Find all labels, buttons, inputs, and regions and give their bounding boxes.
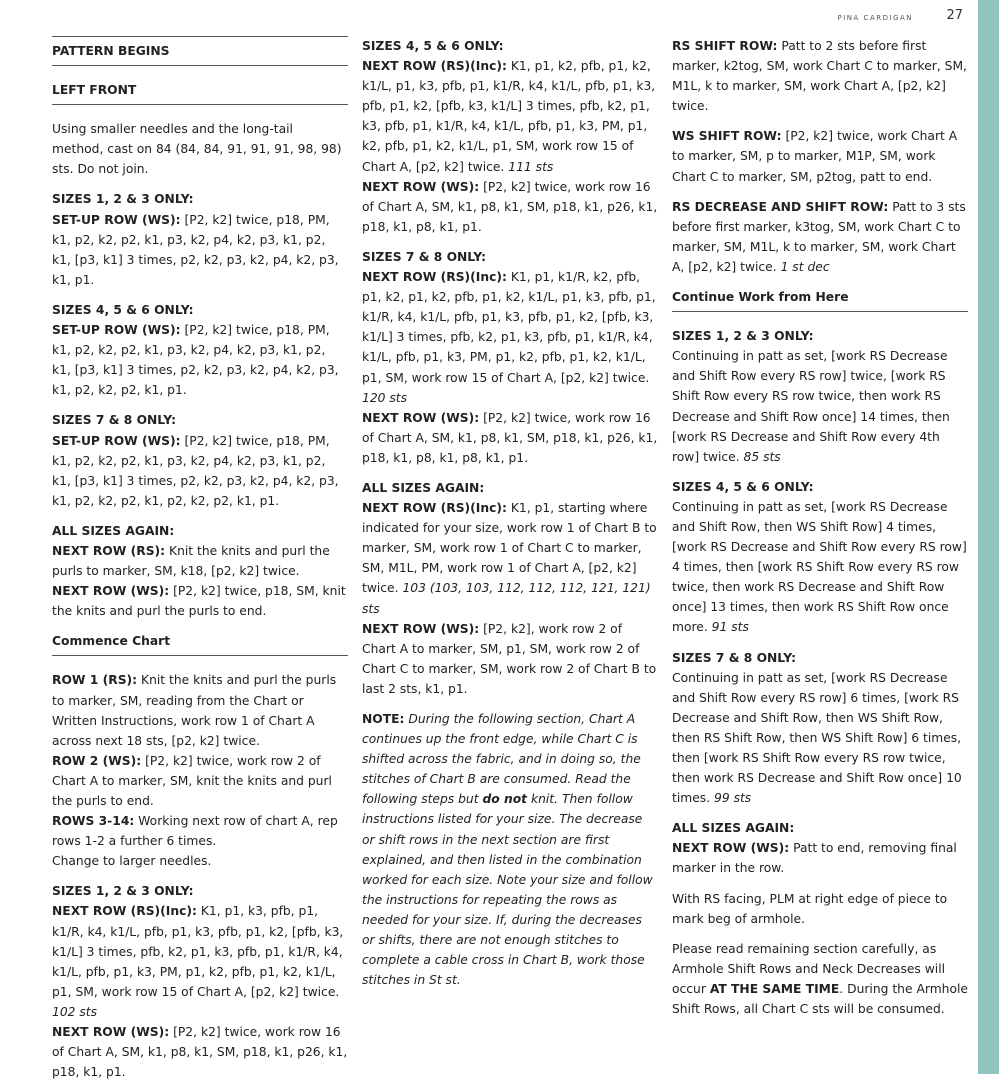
next-row-ws-2: [362, 619, 658, 699]
row-label: ROW 2 (WS):: [52, 753, 142, 768]
heading-continue-work: Continue Work from Here: [672, 287, 968, 312]
note-label: NOTE:: [362, 712, 405, 726]
row-text: K1, p1, k3, pfb, p1, k1/R, k4, k1/L, pfb, p1, k3, pfb, p1, k2, [pfb, k3, k1/L] 3 times, pfb, k2, p1, k3, pfb, p1, k1/R, k4, k1/L, pfb, p1, k3, PM, p1, k2, pfb, p1, k2, k1/L, p1, SM, work row 15 of Chart A, [p2, k2] twice.: [52, 904, 344, 999]
next-row-ws-final: [672, 838, 968, 878]
stitch-count: 99 sts: [714, 791, 752, 806]
row-label: NEXT ROW (WS):: [672, 841, 790, 856]
row-text: Patt to end, removing final marker in the row.: [672, 841, 957, 876]
instructions-7-8: [672, 668, 968, 809]
row-1-rs: [52, 670, 348, 750]
row-text: [P2, k2] twice, p18, PM, k1, p2, k2, p2, k1, p3, k2, p4, k2, p3, k1, p2, k1, [p3, k1] 3 times, p2, k2, p3, k2, p4, k2, p3, k1, p1.: [52, 212, 339, 287]
note-emphasis: do not: [482, 792, 528, 807]
plm-instruction: With RS facing, PLM at right edge of piece to mark beg of armhole.: [672, 891, 948, 926]
note-text-2: knit. Then follow instructions listed for your size. The decrease or shift rows in the next section are first explained, and then listed in the combination worked for each size. Note your size and follow the instructions for repeating the rows as needed for your size. If, during the decreases or shifts, there are not enough stitches to complete a cable cross in Chart B, work those stitches in St st.: [362, 792, 653, 988]
heading-sizes-1-2-3-c: SIZES 1, 2 & 3 ONLY:: [672, 329, 814, 344]
row-text: [P2, k2] twice, p18, PM, k1, p2, k2, p2, k1, p3, k2, p4, k2, p3, k1, p2, k1, [p3, k1] 3 times, p2, k2, p3, k2, p4, k2, p3, k1, p2, k2, p2, k1, p2, k2, p2, k1, p1.: [52, 433, 339, 508]
row-text: [P2, k2], work row 2 of Chart A to marker, SM, p1, SM, work row 2 of Chart C to marker, SM, work row 2 of Chart B to last 2 sts, k1, p1.: [362, 621, 657, 696]
ws-shift-row: [672, 126, 968, 186]
row-label: SET-UP ROW (WS):: [52, 433, 181, 448]
row-text: Patt to 2 sts before first marker, k2tog, SM, work Chart C to marker, SM, M1L, k to marker, SM, work Chart A, [p2, k2] twice.: [672, 39, 967, 114]
rows-3-14: [52, 811, 348, 851]
row-text: Working next row of chart A, rep rows 1-2 a further 6 times.: [52, 814, 338, 849]
cast-on-text: Using smaller needles and the long-tail method, cast on 84 (84, 84, 91, 91, 91, 98, 98) sts. Do not join.: [52, 122, 342, 177]
row-label: NEXT ROW (RS)(Inc):: [362, 501, 507, 516]
instructions-1-2-3: [672, 346, 968, 467]
setup-row-1-2-3: [52, 210, 348, 290]
final-note: [672, 939, 968, 1019]
row-text: [P2, k2] twice, p18, SM, knit the knits and purl the purls to end.: [52, 584, 346, 619]
row-text: K1, p1, starting where indicated for your size, work row 1 of Chart B to marker, SM, work row 1 of Chart C to marker, SM, M1L, PM, work row 1 of Chart A, [p2, k2] twice.: [362, 501, 657, 596]
row-label: SET-UP ROW (WS):: [52, 323, 181, 338]
heading-sizes-4-5-6: SIZES 4, 5 & 6 ONLY:: [52, 302, 194, 317]
heading-commence-chart: Commence Chart: [52, 631, 348, 656]
row-label: NEXT ROW (RS)(Inc):: [52, 904, 197, 919]
stitch-count: 111 sts: [508, 159, 554, 174]
ws-row-7-8: [362, 408, 658, 468]
final-text-1: Please read remaining section carefully, as Armhole Shift Rows and Neck Decreases will occur: [672, 941, 946, 996]
instructions-4-5-6: [672, 497, 968, 638]
heading-sizes-1-2-3: SIZES 1, 2 & 3 ONLY:: [52, 192, 194, 207]
setup-row-4-5-6: [52, 320, 348, 400]
stitch-count: 91 sts: [711, 620, 749, 635]
row-label: NEXT ROW (WS):: [362, 621, 480, 636]
next-row-rs-inc: [362, 498, 658, 619]
heading-sizes-4-5-6-c: SIZES 4, 5 & 6 ONLY:: [672, 479, 814, 494]
heading-sizes-7-8: SIZES 7 & 8 ONLY:: [52, 413, 176, 428]
heading-all-sizes: ALL SIZES AGAIN:: [52, 523, 175, 538]
stitch-count: 85 sts: [743, 449, 781, 464]
row-text: [P2, k2] twice, p18, PM, k1, p2, k2, p2, k1, p3, k2, p4, k2, p3, k1, p2, k1, [p3, k1] 3 times, p2, k2, p3, k2, p4, k2, p3, k1, p2, k2, p2, k1, p1.: [52, 323, 339, 398]
final-emphasis: AT THE SAME TIME: [709, 981, 840, 996]
row-text: Continuing in patt as set, [work RS Decrease and Shift Row, then WS Shift Row] 4 times, [work RS Decrease and Shift Row every RS row] 4 times, then [work RS Shift Row every RS row twice, then work RS Decrease and Shift Row once] 13 times, then work RS Shift Row once more.: [672, 499, 967, 635]
stitch-count: 102 sts: [52, 1004, 98, 1019]
heading-all-sizes-final: ALL SIZES AGAIN:: [672, 821, 795, 836]
inc-row-4-5-6: [362, 56, 658, 177]
note-paragraph: [362, 709, 658, 990]
row-label: ROWS 3-14:: [52, 814, 135, 829]
row-label: NEXT ROW (RS)(Inc):: [362, 59, 507, 74]
next-row-ws: [52, 581, 348, 621]
row-text: [P2, k2] twice, work Chart A to marker, SM, p to marker, M1P, SM, work Chart C to marker, SM, p2tog, patt to end.: [672, 129, 958, 184]
ws-row-1-2-3: [52, 1022, 348, 1082]
change-needles-text: Change to larger needles.: [52, 854, 212, 869]
row-text: [P2, k2] twice, work row 16 of Chart A, SM, k1, p8, k1, SM, p18, k1, p26, k1, p18, k1, p8, k1, p8, k1, p1.: [362, 410, 658, 465]
row-label: RS DECREASE AND SHIFT ROW:: [672, 199, 889, 214]
rs-decrease-shift-row: [672, 197, 968, 277]
heading-sizes-7-8-c: SIZES 7 & 8 ONLY:: [672, 650, 796, 665]
row-label: NEXT ROW (RS):: [52, 543, 166, 558]
row-label: NEXT ROW (WS):: [52, 584, 170, 599]
note-text-1: During the following section, Chart A continues up the front edge, while Chart C is shifted across the fabric, and in doing so, the stitches of Chart B are consumed. Read the following steps but: [362, 712, 641, 807]
stitch-count: 120 sts: [362, 390, 408, 405]
row-text: Knit the knits and purl the purls to marker, SM, k18, [p2, k2] twice.: [52, 543, 330, 579]
stitch-count: 103 (103, 103, 112, 112, 112, 121, 121) sts: [362, 581, 651, 616]
row-text: Patt to 3 sts before first marker, k3tog, SM, work Chart C to marker, SM, M1L, k to marker, SM, work Chart A, [p2, k2] twice.: [672, 199, 966, 274]
inc-row-7-8: [362, 267, 658, 408]
row-2-ws: [52, 751, 348, 811]
row-label: NEXT ROW (WS):: [52, 1025, 170, 1040]
row-label: NEXT ROW (WS):: [362, 410, 480, 425]
row-text: [P2, k2] twice, work row 16 of Chart A, SM, k1, p8, k1, SM, p18, k1, p26, k1, p18, k1, p1.: [52, 1025, 348, 1080]
page-edge-tab: [978, 0, 999, 1074]
row-label: WS SHIFT ROW:: [672, 129, 782, 144]
heading-left-front: LEFT FRONT: [52, 80, 348, 105]
column-1: [52, 36, 348, 1092]
row-label: SET-UP ROW (WS):: [52, 212, 181, 227]
final-text-2: . During the Armhole Shift Rows, all Chart C sts will be consumed.: [672, 981, 968, 1017]
page-number: 27: [946, 8, 963, 23]
ws-row-4-5-6: [362, 177, 658, 237]
row-label: NEXT ROW (WS):: [362, 179, 480, 194]
row-text: Knit the knits and purl the purls to marker, SM, reading from the Chart or Written Instructions, work row 1 of Chart A across next 18 sts, [p2, k2] twice.: [52, 673, 337, 748]
heading-pattern-begins: PATTERN BEGINS: [52, 36, 348, 66]
heading-all-sizes-again: ALL SIZES AGAIN:: [362, 480, 485, 495]
row-text: K1, p1, k1/R, k2, pfb, p1, k2, p1, k2, pfb, p1, k2, k1/L, p1, k3, pfb, p1, k1/R, k4, k1/L, pfb, p1, k3, pfb, p1, k2, [pfb, k3, k1/L] 3 times, pfb, k2, p1, k3, pfb, p1, k1/R, k4, k1/L, pfb, p1, k3, PM, p1, k2, pfb, p1, k2, k1/L, p1, SM, work row 15 of Chart A, [p2, k2] twice.: [362, 270, 656, 385]
heading-sizes-4-5-6-inc: SIZES 4, 5 & 6 ONLY:: [362, 39, 504, 53]
inc-row-1-2-3: [52, 901, 348, 1022]
row-label: NEXT ROW (RS)(Inc):: [362, 270, 507, 285]
stitch-count: 1 st dec: [780, 259, 830, 274]
setup-row-7-8: [52, 431, 348, 511]
column-3: [672, 36, 968, 1029]
row-text: Continuing in patt as set, [work RS Decrease and Shift Row every RS row] 6 times, [work RS Decrease and Shift Row, then WS Shift Row, then RS Shift Row, then WS Shift Row] 6 times, then [work RS Shift Row every RS row twice, then work RS Decrease and Shift Row once] 10 times.: [672, 670, 962, 806]
running-title: PINA CARDIGAN: [837, 14, 913, 22]
row-text: K1, p1, k2, pfb, p1, k2, k1/L, p1, k3, pfb, p1, k1/R, k4, k1/L, pfb, p1, k3, pfb, p1, k2, [pfb, k3, k1/L] 3 times, pfb, k2, p1, k3, pfb, p1, k1/R, k4, k1/L, pfb, p1, k3, PM, p1, k2, pfb, p1, k2, k1/L, p1, SM, work row 15 of Chart A, [p2, k2] twice.: [362, 59, 656, 174]
row-text: [P2, k2] twice, work row 2 of Chart A to marker, SM, knit the knits and purl the purls to end.: [52, 753, 332, 808]
row-text: Continuing in patt as set, [work RS Decrease and Shift Row every RS row] twice, [work RS Shift Row every RS row twice, then work RS Decrease and Shift Row once] 14 times, then [work RS Decrease and Shift Row every 4th row] twice.: [672, 349, 950, 464]
heading-sizes-7-8-inc: SIZES 7 & 8 ONLY:: [362, 249, 486, 264]
heading-sizes-1-2-3-inc: SIZES 1, 2 & 3 ONLY:: [52, 884, 194, 899]
row-label: RS SHIFT ROW:: [672, 39, 778, 53]
next-row-rs: [52, 541, 348, 581]
row-label: ROW 1 (RS):: [52, 673, 138, 688]
row-text: [P2, k2] twice, work row 16 of Chart A, SM, k1, p8, k1, SM, p18, k1, p26, k1, p18, k1, p8, k1, p1.: [362, 179, 658, 234]
rs-shift-row: [672, 36, 968, 116]
column-2: [362, 36, 658, 1000]
